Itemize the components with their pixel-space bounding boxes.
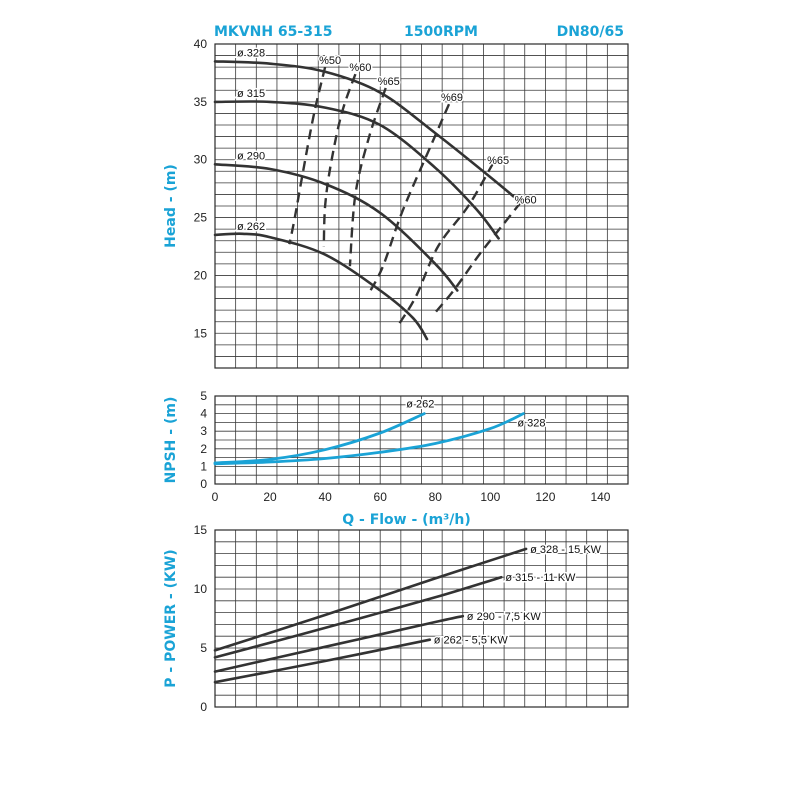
head-panel	[163, 37, 628, 368]
y-tick-label: 15	[193, 326, 207, 341]
x-tick-label: 40	[318, 490, 332, 504]
y-tick-label: 10	[193, 582, 207, 596]
x-tick-label: 80	[428, 490, 442, 504]
series-label: %50	[319, 55, 342, 68]
y-tick-label: 35	[193, 94, 207, 109]
x-axis-label: Q - Flow - (m³/h)	[342, 512, 471, 528]
x-tick-label: 60	[373, 490, 387, 504]
y-tick-label: 5	[200, 389, 207, 403]
y-axis-label: P - POWER - (KW)	[163, 549, 179, 688]
series-label: %65	[377, 75, 400, 88]
y-tick-label: 25	[193, 210, 207, 225]
series-line	[397, 163, 493, 327]
x-tick-label: 140	[590, 490, 611, 504]
series-line	[215, 61, 521, 202]
y-tick-label: 20	[193, 268, 207, 283]
series-label: ø 290 - 7,5 KW	[466, 611, 541, 624]
grid	[215, 530, 628, 707]
x-tick-label: 20	[263, 490, 277, 504]
series-label: %69	[441, 92, 464, 105]
y-tick-label: 30	[193, 152, 207, 167]
x-tick-label: 100	[480, 490, 501, 504]
series-label: ø 328 - 15 KW	[530, 543, 602, 556]
y-axis-label: NPSH - (m)	[163, 396, 179, 484]
chart-header	[214, 24, 624, 40]
series-label: %60	[349, 62, 372, 75]
series-line	[215, 234, 427, 339]
npsh-panel	[163, 389, 628, 528]
power-panel	[163, 523, 628, 714]
y-tick-label: 15	[193, 523, 207, 537]
series-line	[435, 203, 520, 313]
series-line	[215, 414, 523, 464]
grid	[215, 44, 628, 368]
series-label: ø 328	[517, 417, 546, 430]
series-label: ø 262	[237, 220, 266, 233]
speed-title: 1500RPM	[404, 24, 478, 40]
series-label: ø 290	[237, 150, 266, 163]
model-title: MKVNH 65-315	[214, 24, 333, 40]
series-label: ø 315 - 11 KW	[505, 572, 576, 585]
series-label: %65	[487, 155, 510, 168]
series-label: ø 328	[237, 47, 266, 60]
series-label: ø 262	[406, 398, 435, 411]
y-tick-label: 5	[200, 641, 207, 655]
y-tick-label: 0	[200, 700, 207, 714]
y-tick-label: 0	[200, 477, 207, 491]
y-tick-label: 1	[200, 459, 207, 474]
series-line	[215, 414, 424, 463]
x-tick-label: 120	[535, 490, 556, 504]
series-line	[215, 640, 430, 683]
series-label: ø 315	[237, 87, 266, 100]
y-tick-label: 3	[200, 424, 207, 439]
y-tick-label: 4	[200, 406, 207, 421]
x-tick-label: 0	[211, 490, 219, 504]
connection-title: DN80/65	[556, 24, 624, 40]
series-label: ø 262 - 5,5 KW	[433, 634, 508, 647]
y-tick-label: 2	[200, 441, 207, 456]
series-label: %60	[514, 194, 537, 207]
y-axis-label: Head - (m)	[163, 164, 179, 248]
y-tick-label: 40	[193, 37, 207, 51]
series-line	[324, 74, 356, 246]
